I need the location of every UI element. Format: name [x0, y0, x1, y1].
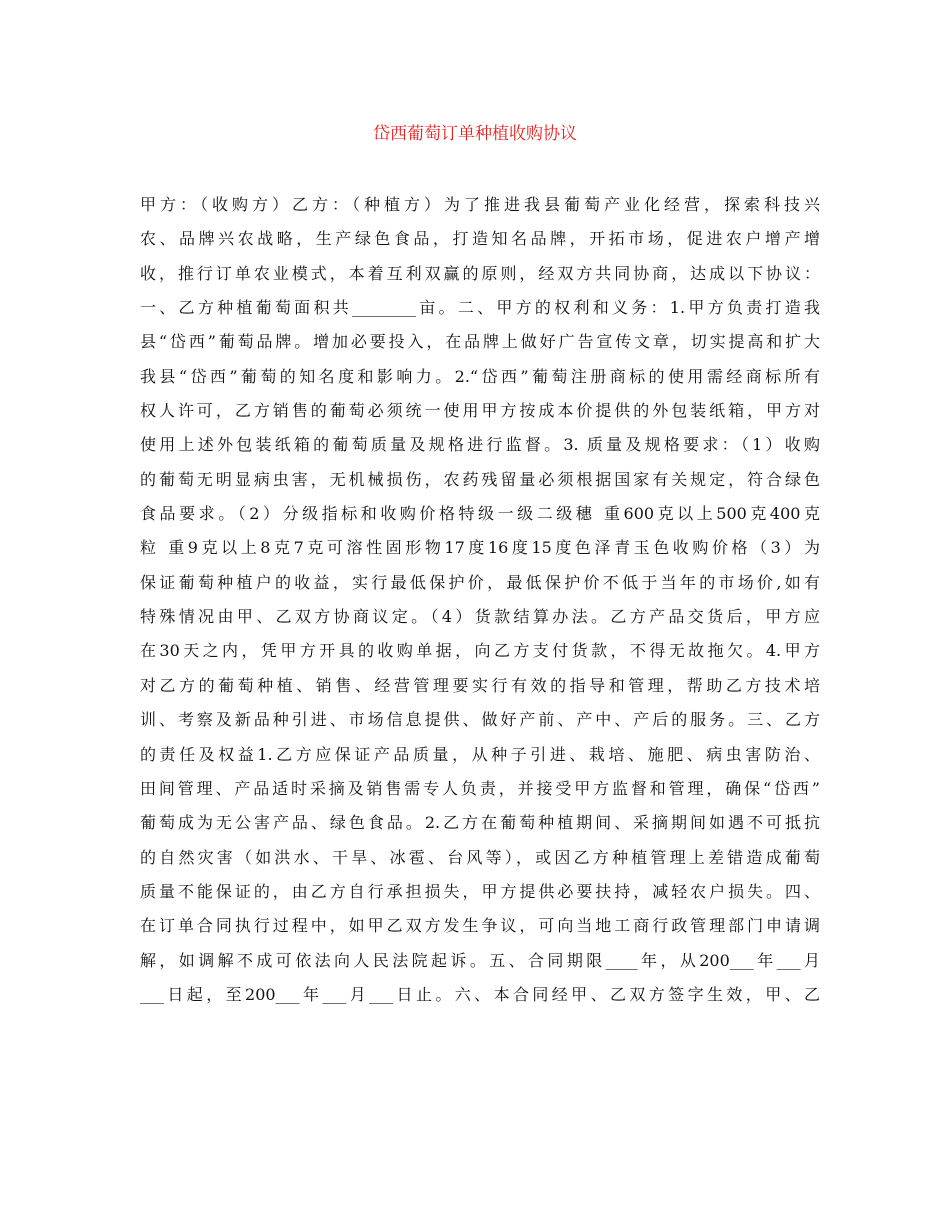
body-line: 的责任及权益1.乙方应保证产品质量，从种子引进、栽培、施肥、病虫害防治、	[140, 744, 820, 764]
body-line: 对乙方的葡萄种植、销售、经营管理要实行有效的指导和管理，帮助乙方技术培	[140, 675, 820, 695]
body-line: 农、品牌兴农战略，生产绿色食品，打造知名品牌，开拓市场，促进农户增产增	[140, 229, 820, 249]
body-line: 食品要求。（2）分级指标和收购价格特级一级二级穗 重600克以上500克400克	[140, 504, 820, 524]
body-line: 我县“岱西”葡萄的知名度和影响力。2.“岱西”葡萄注册商标的使用需经商标所有	[140, 366, 820, 386]
body-line: 特殊情况由甲、乙双方协商议定。（4）货款结算办法。乙方产品交货后，甲方应	[140, 607, 820, 627]
body-line: 一、乙方种植葡萄面积共________亩。二、甲方的权利和义务：1.甲方负责打造我	[140, 298, 820, 318]
body-line: 甲方：（收购方）乙方：（种植方）为了推进我县葡萄产业化经营，探索科技兴	[140, 195, 820, 214]
body-line: 田间管理、产品适时采摘及销售需专人负责，并接受甲方监督和管理，确保“岱西”	[140, 778, 820, 798]
body-line: 县“岱西”葡萄品牌。增加必要投入，在品牌上做好广告宣传文章，切实提高和扩大	[140, 332, 820, 352]
body-line: 粒 重9克以上8克7克可溶性固形物17度16度15度色泽青玉色收购价格（3）为	[140, 538, 820, 558]
body-line: 收，推行订单农业模式，本着互利双赢的原则，经双方共同协商，达成以下协议：	[140, 263, 820, 283]
body-line: 使用上述外包装纸箱的葡萄质量及规格进行监督。3. 质量及规格要求：（1）收购	[140, 435, 820, 455]
body-line: ___日起，至200___年___月___日止。六、本合同经甲、乙双方签字生效，甲、乙	[140, 984, 820, 1004]
body-line: 在30天之内，凭甲方开具的收购单据，向乙方支付货款，不得无故拖欠。4.甲方	[140, 641, 820, 661]
body-line: 解，如调解不成可依法向人民法院起诉。五、合同期限____年，从200___年___月	[140, 950, 820, 970]
body-line: 训、考察及新品种引进、市场信息提供、做好产前、产中、产后的服务。三、乙方	[140, 710, 820, 730]
body-line: 质量不能保证的，由乙方自行承担损失，甲方提供必要扶持，减轻农户损失。四、	[140, 881, 820, 901]
document-title: 岱西葡萄订单种植收购协议	[373, 124, 577, 144]
body-line: 的葡萄无明显病虫害，无机械损伤，农药残留量必须根据国家有关规定，符合绿色	[140, 469, 820, 489]
body-line: 的自然灾害（如洪水、干旱、冰雹、台风等），或因乙方种植管理上差错造成葡萄	[140, 847, 820, 867]
body-line: 在订单合同执行过程中，如甲乙双方发生争议，可向当地工商行政管理部门申请调	[140, 916, 820, 936]
body-line: 权人许可，乙方销售的葡萄必须统一使用甲方按成本价提供的外包装纸箱，甲方对	[140, 401, 820, 421]
document-body	[140, 188, 820, 1012]
body-line: 葡萄成为无公害产品、绿色食品。2.乙方在葡萄种植期间、采摘期间如遇不可抵抗	[140, 813, 820, 833]
body-line: 保证葡萄种植户的收益，实行最低保护价，最低保护价不低于当年的市场价,如有	[140, 572, 820, 592]
